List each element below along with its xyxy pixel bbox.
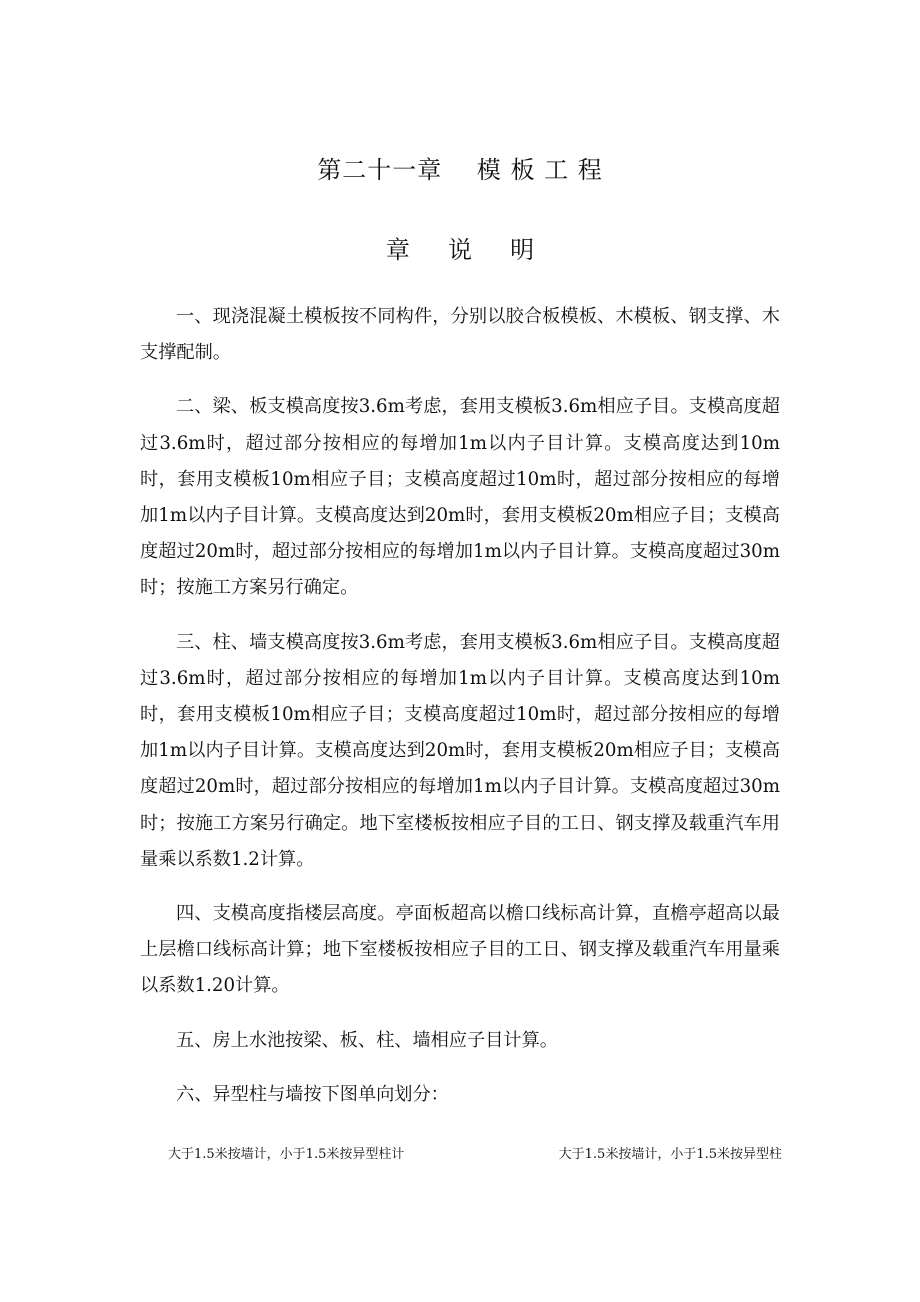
section-title: 章 说 明: [385, 236, 535, 264]
paragraph-1: 一、现浇混凝土模板按不同构件，分别以胶合板模板、木模板、钢支撑、木支撑配制。: [140, 306, 780, 364]
chapter-title: 第二十一章 模 板 工 程: [317, 156, 603, 184]
paragraph-4: 四、支模高度指楼层高度。亭面板超高以檐口线标高计算，直檐亭超高以最上层檐口线标高计算；地下室楼板按相应子目的工日、钢支撑及载重汽车用量乘以系数1.20计算。: [140, 903, 780, 997]
document-body: [140, 299, 780, 1131]
paragraph-6: 六、异型柱与墙按下图单向划分：: [176, 1083, 449, 1105]
figure-caption-left: 大于1.5米按墙计，小于1.5米按异型柱计: [168, 1147, 405, 1162]
paragraph-2: 二、梁、板支模高度按3.6m考虑，套用支模板3.6m相应子目。支模高度超过3.6m时，超过部分按相应的每增加1m以内子目计算。支模高度达到10m时，套用支模板10m相应子目；支模高度超过10m时，超过部分按相应的每增加1m以内子目计算。支模高度达到20m时，套用支模板20m相应子目；支模高度超过20m时，超过部分按相应的每增加1m以内子目计算。支模高度超过30m时；按施工方案另行确定。: [140, 396, 780, 599]
paragraph-5: 五、房上水池按梁、板、柱、墙相应子目计算。: [176, 1029, 558, 1051]
figure-caption-right: 大于1.5米按墙计，小于1.5米按异型柱: [558, 1147, 782, 1162]
paragraph-3: 三、柱、墙支模高度按3.6m考虑，套用支模板3.6m相应子目。支模高度超过3.6m时，超过部分按相应的每增加1m以内子目计算。支模高度达到10m时，套用支模板10m相应子目；支模高度超过10m时，超过部分按相应的每增加1m以内子目计算。支模高度达到20m时，套用支模板20m相应子目；支模高度超过20m时，超过部分按相应的每增加1m以内子目计算。支模高度超过30m时；按施工方案另行确定。地下室楼板按相应子目的工日、钢支撑及载重汽车用量乘以系数1.2计算。: [140, 631, 780, 870]
